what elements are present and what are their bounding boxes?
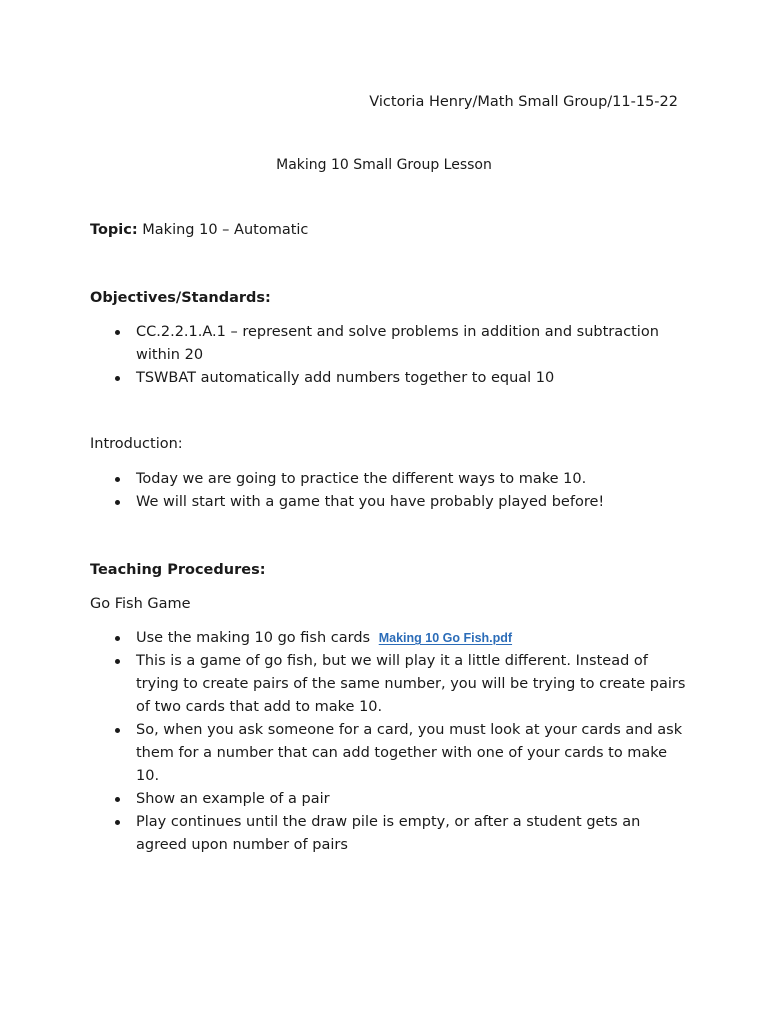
list-item: CC.2.2.1.A.1 – represent and solve problems in addition and subtraction within 20 [90,321,690,367]
author-header: Victoria Henry/Math Small Group/11-15-22 [369,94,678,110]
objectives-list [90,321,690,390]
topic-label: Topic: [90,222,138,238]
list-item: TSWBAT automatically add numbers together to equal 10 [90,367,690,390]
introduction-heading: Introduction: [90,436,183,452]
topic-value: Making 10 – Automatic [142,222,309,238]
go-fish-pdf-link[interactable]: Making 10 Go Fish.pdf [378,631,513,645]
list-item: So, when you ask someone for a card, you must look at your cards and ask them for a number that can add together with one of your cards to make 10. [90,719,690,788]
objectives-list-container [90,321,690,390]
list-item [90,627,690,650]
list-item: This is a game of go fish, but we will play it a little different. Instead of trying to create pairs of the same number, you will be trying to create pairs of two cards that add to make 10. [90,650,690,719]
introduction-list [90,468,690,514]
objectives-heading: Objectives/Standards: [90,290,271,306]
introduction-list-container [90,468,690,514]
list-item: Today we are going to practice the different ways to make 10. [90,468,690,491]
procedures-list-container [90,627,690,857]
list-item: Show an example of a pair [90,788,690,811]
page-title: Making 10 Small Group Lesson [276,157,492,173]
topic-line [90,222,690,238]
list-item-text: Use the making 10 go fish cards [136,630,371,646]
procedures-list [90,627,690,857]
list-item: We will start with a game that you have probably played before! [90,491,690,514]
go-fish-subheading: Go Fish Game [90,596,191,612]
procedures-heading: Teaching Procedures: [90,562,266,578]
list-item: Play continues until the draw pile is empty, or after a student gets an agreed upon number of pairs [90,811,690,857]
